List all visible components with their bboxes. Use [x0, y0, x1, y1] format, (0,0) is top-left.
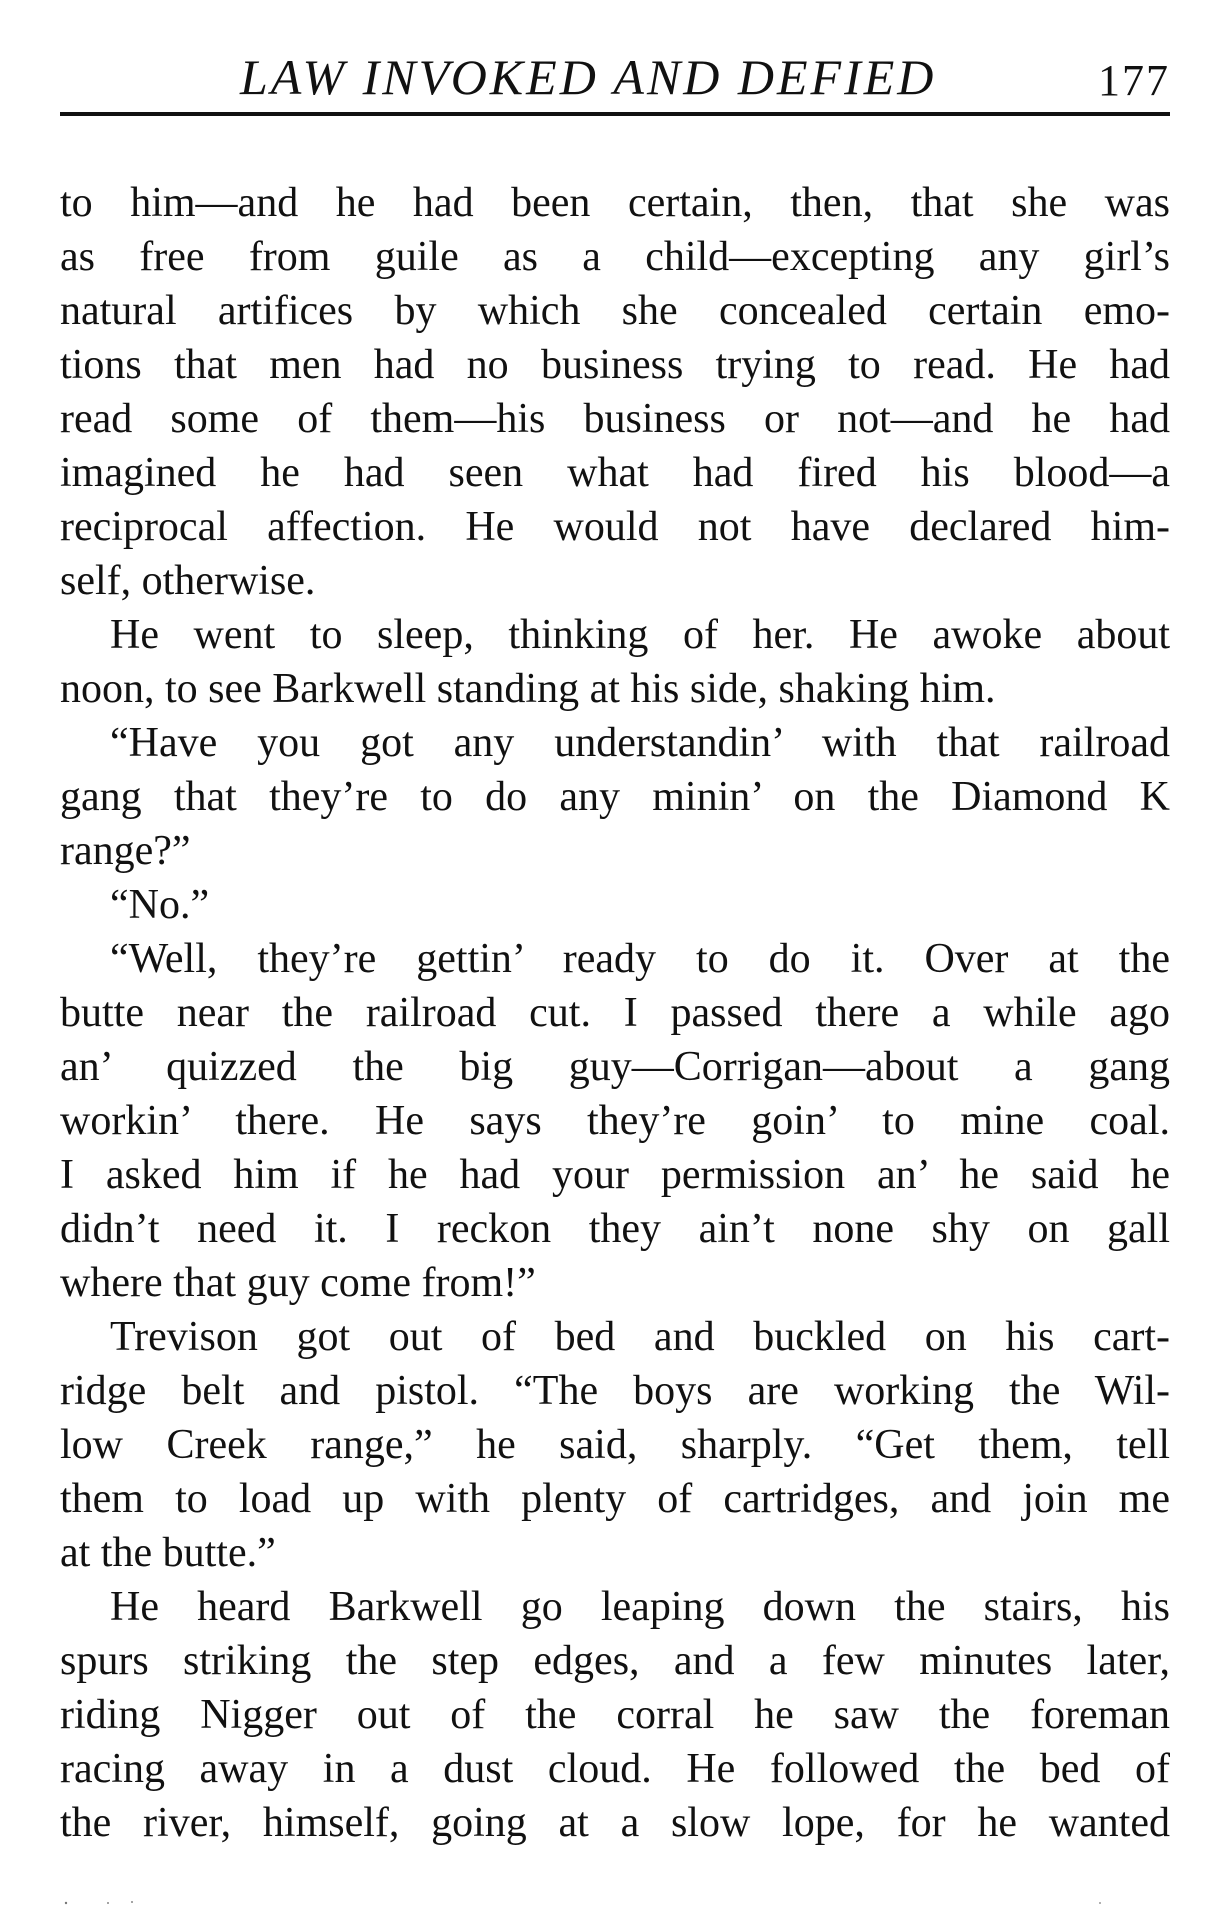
text-line: spurs striking the step edges, and a few minutes later,: [60, 1638, 1170, 1684]
text-line: natural artifices by which she concealed certain emo-: [60, 288, 1170, 334]
text-line: where that guy come from!”: [60, 1260, 536, 1306]
text-line: ridge belt and pistol. “The boys are working the Wil-: [60, 1368, 1170, 1414]
page-number: 177: [1098, 56, 1170, 105]
text-line: didn’t need it. I reckon they ain’t none shy on gall: [60, 1206, 1170, 1252]
text-line: “Well, they’re gettin’ ready to do it. Over at the: [110, 936, 1170, 982]
body-text: [60, 176, 1170, 1850]
text-line: riding Nigger out of the corral he saw the foreman: [60, 1692, 1170, 1738]
text-line: at the butte.”: [60, 1530, 276, 1576]
running-head-title: LAW INVOKED AND DEFIED: [240, 49, 937, 105]
text-line: to him—and he had been certain, then, that she was: [60, 180, 1170, 226]
text-line: He went to sleep, thinking of her. He awoke about: [110, 612, 1170, 658]
text-line: low Creek range,” he said, sharply. “Get them, tell: [60, 1422, 1170, 1468]
text-line: “Have you got any understandin’ with that railroad: [110, 720, 1170, 766]
text-line: He heard Barkwell go leaping down the stairs, his: [110, 1584, 1170, 1630]
text-line: “No.”: [110, 882, 210, 928]
text-line: I asked him if he had your permission an’ he said he: [60, 1152, 1170, 1198]
text-line: the river, himself, going at a slow lope, for he wanted: [60, 1800, 1170, 1846]
text-line: self, otherwise.: [60, 558, 316, 604]
header-rule: [60, 112, 1170, 116]
text-line: them to load up with plenty of cartridges, and join me: [60, 1476, 1170, 1522]
text-line: gang that they’re to do any minin’ on the Diamond K: [60, 774, 1170, 820]
text-line: range?”: [60, 828, 191, 874]
scan-specks: [60, 1900, 1170, 1906]
text-line: tions that men had no business trying to read. He had: [60, 342, 1170, 388]
text-line: racing away in a dust cloud. He followed the bed of: [60, 1746, 1170, 1792]
text-line: Trevison got out of bed and buckled on his cart-: [110, 1314, 1170, 1360]
text-line: as free from guile as a child—excepting any girl’s: [60, 234, 1170, 280]
text-line: imagined he had seen what had fired his blood—a: [60, 450, 1170, 496]
running-head: [60, 42, 1170, 112]
text-line: reciprocal affection. He would not have declared him-: [60, 504, 1170, 550]
text-line: an’ quizzed the big guy—Corrigan—about a gang: [60, 1044, 1170, 1090]
text-line: workin’ there. He says they’re goin’ to mine coal.: [60, 1098, 1170, 1144]
text-line: read some of them—his business or not—and he had: [60, 396, 1170, 442]
text-line: noon, to see Barkwell standing at his side, shaking him.: [60, 666, 996, 712]
text-line: butte near the railroad cut. I passed there a while ago: [60, 990, 1170, 1036]
